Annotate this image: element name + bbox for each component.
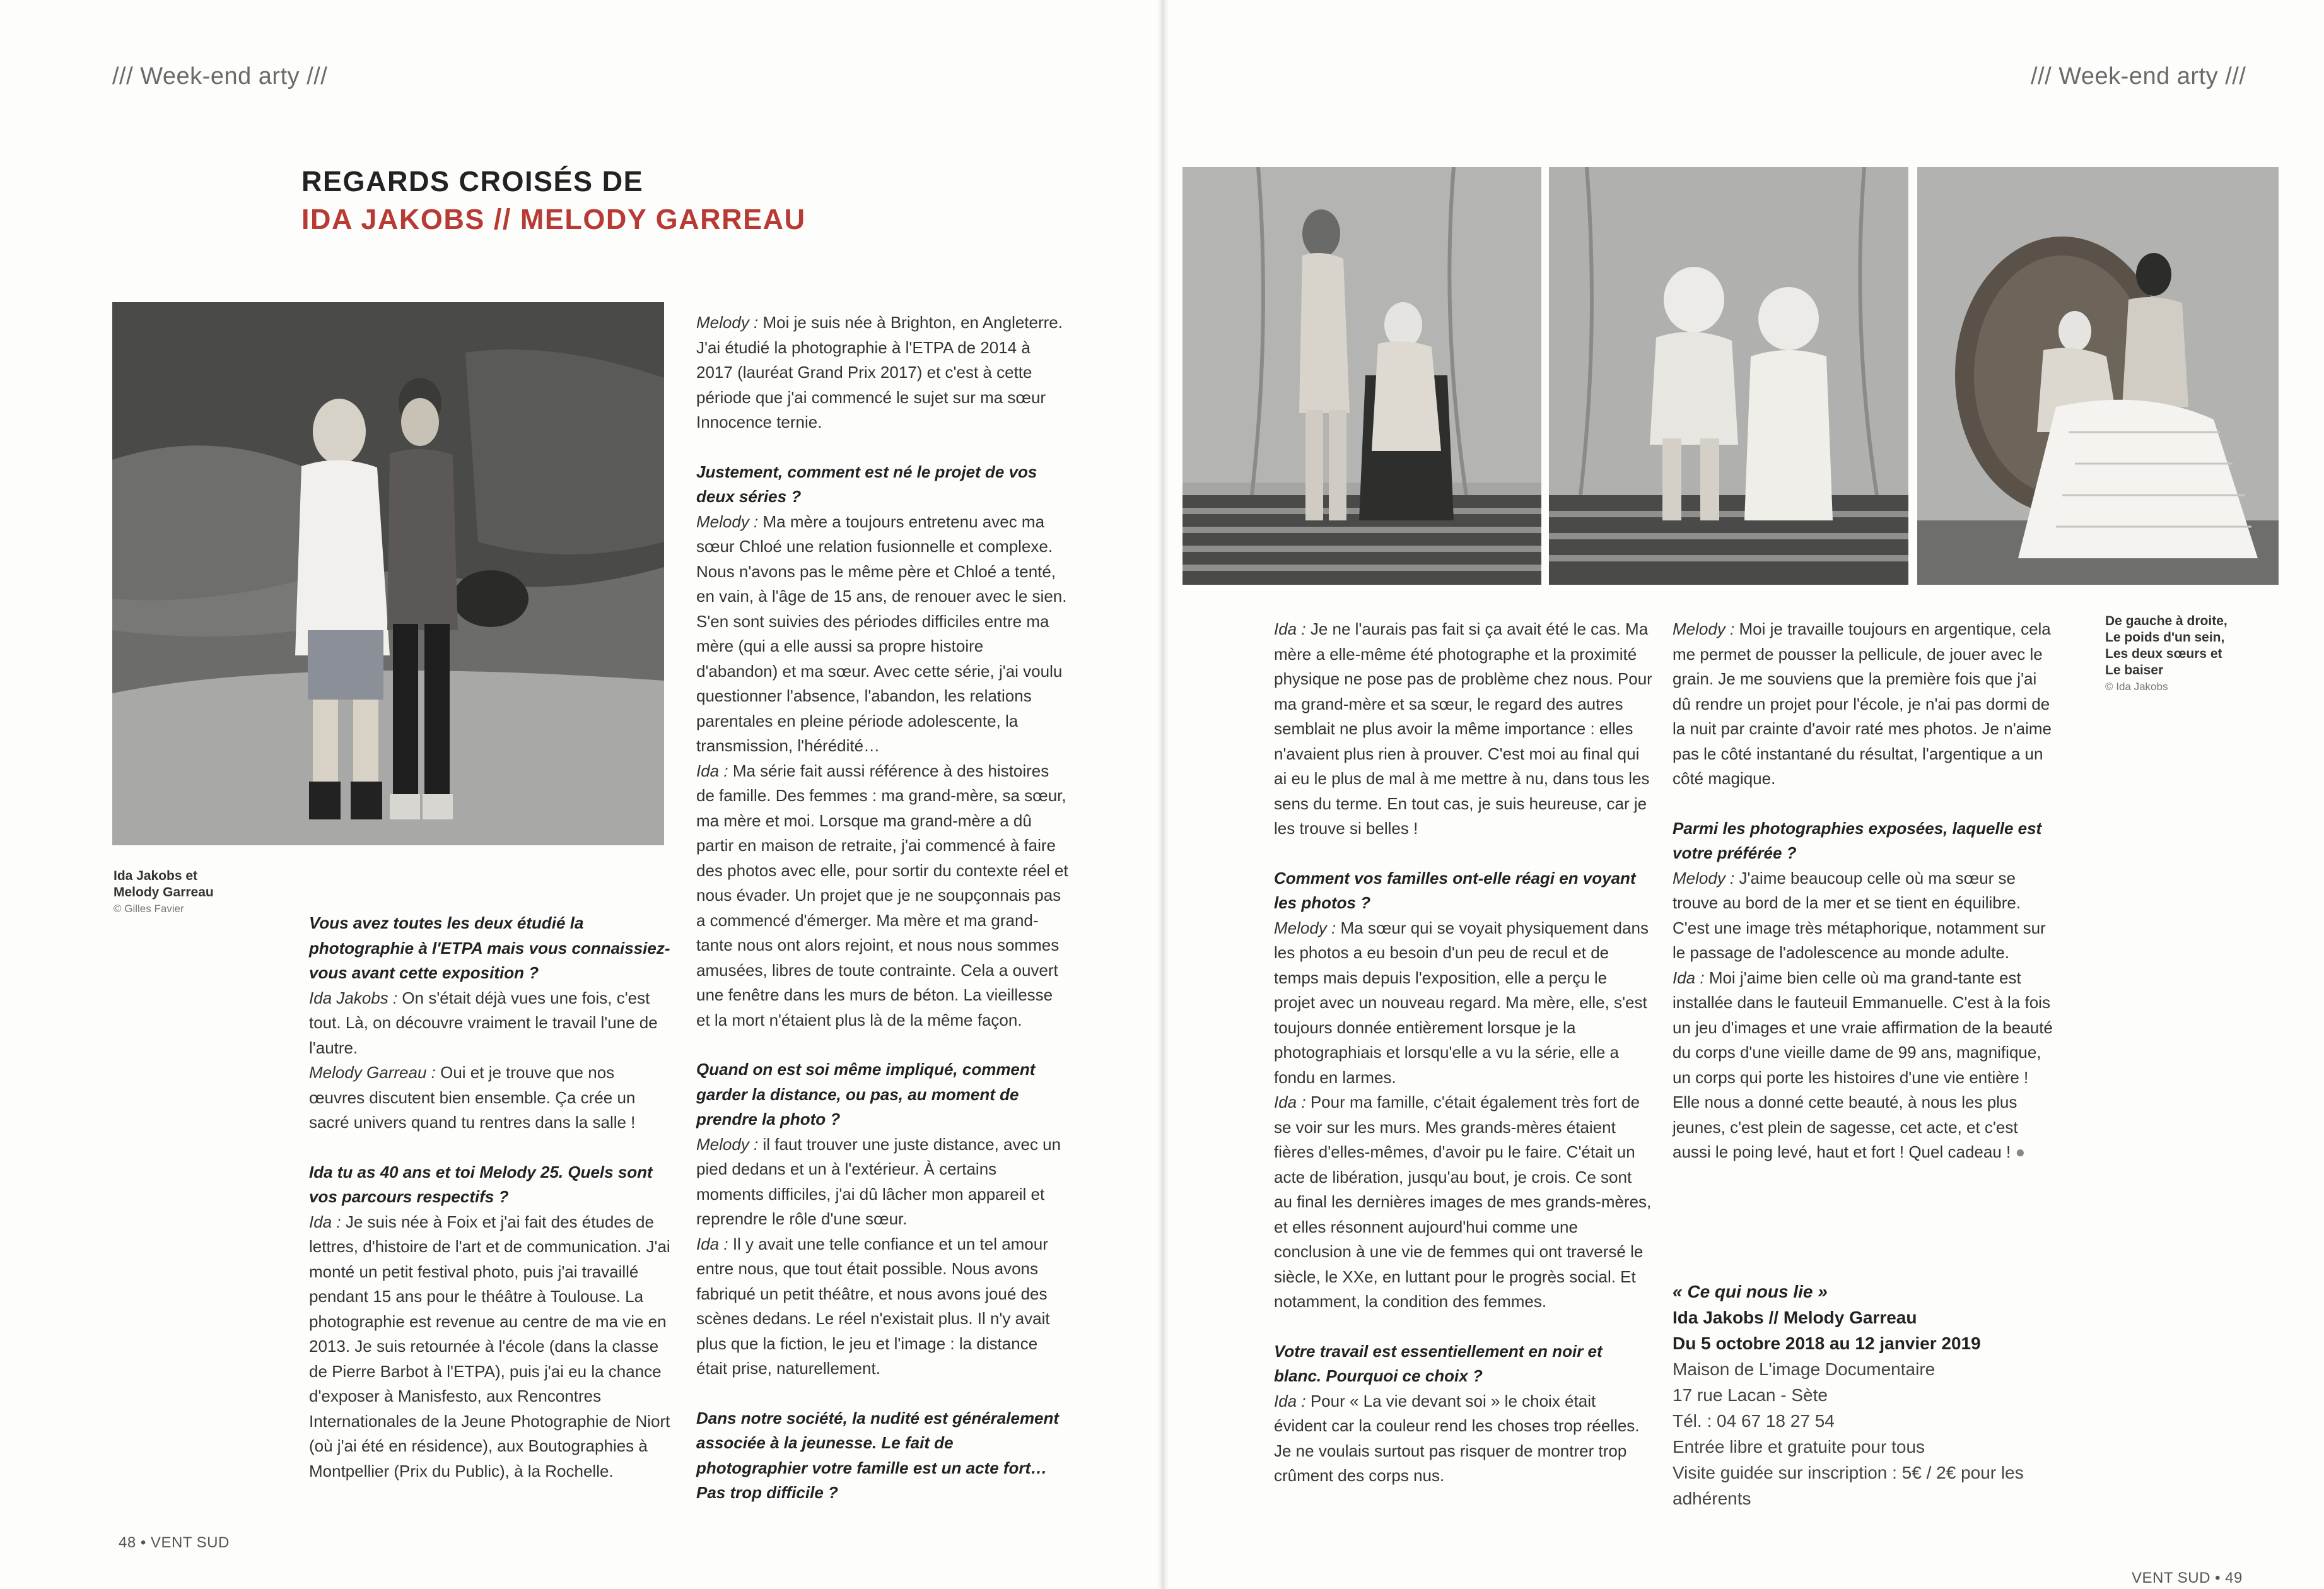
article-column-1 [309,911,674,1484]
speaker-name: Melody : [696,512,759,531]
exhibition-address: 17 rue Lacan - Sète [1673,1385,1828,1405]
photo-le-poids-dun-sein [1182,167,1541,585]
speaker-name: Ida : [1673,968,1705,987]
question: Quand on est soi même impliqué, comment garder la distance, ou pas, au moment de prendre la photo ? [696,1060,1036,1129]
question: Ida tu as 40 ans et toi Melody 25. Quels sont vos parcours respectifs ? [309,1162,653,1206]
page-number-right: VENT SUD • 49 [2132,1569,2243,1586]
answer-text: Je ne l'aurais pas fait si ça avait été le cas. Ma mère a elle-même été photographe et la proximité physique ne pose pas de problème chez nous. Pour ma grand-mère et sa sœur, le regard des autres semblait ne plus avoir la même importance : elles n'avaient plus rien à prouver. C'est moi au final qui ai eu le plus de mal à me mettre à nu, dans tous les sens du terme. En tout cas, je suis heureuse, car je les trouve si belles ! [1274,619,1652,838]
answer-text: Oui et je trouve que nos œuvres discutent bien ensemble. Ça crée un sacré univers quand tu rentres dans la salle ! [309,1063,636,1132]
question: Votre travail est essentiellement en noir et blanc. Pourquoi ce choix ? [1274,1341,1603,1385]
answer-text: Je suis née à Foix et j'ai fait des études de lettres, d'histoire de l'art et de communication. J'ai monté un petit festival photo, puis j'ai travaillé pendant 15 ans pour le théâtre à Toulouse. La photographie est revenue au centre de ma vie en 2013. Je suis retournée à l'école (dans la classe de Pierre Barbot à l'ETPA), puis j'ai eu la chance d'exposer à Manisfesto, aux Rencontres Internationales de la Jeune Photographie de Niort (où j'ai été en résidence), aux Boutographies à Montpellier (Prix du Public), à la Rochelle. [309,1212,670,1481]
answer-text: Pour ma famille, c'était également très fort de se voir sur les murs. Mes grands-mères étaient fières d'elles-mêmes, d'avoir pu le faire. C'était un acte de libération, jusqu'au bout, je crois. Ce sont au final les dernières images de mes grands-mères, et elles résonnent aujourd'hui comme une conclusion à une vie de femmes qui ont traversé le siècle, le XXe, en luttant pour le progrès social. Et notamment, la condition des femmes. [1274,1093,1652,1311]
answer [1274,916,1652,1091]
exhibition-info [1673,1279,2026,1511]
exhibition-title: « Ce qui nous lie » [1673,1282,1828,1301]
speaker-name: Ida : [1274,1391,1306,1410]
article-title [301,163,806,238]
answer-text: Il y avait une telle confiance et un tel amour entre nous, que tout était possible. Nous avons fabriqué un petit théâtre, et nous avons joué des scènes dedans. Le réel n'existait plus. Il n'y avait plus que la fiction, le jeu et l'image : la distance était prise, naturellement. [696,1234,1050,1378]
article-column-2 [696,310,1068,1506]
answer [1673,617,2056,792]
speaker-name: Melody Garreau : [309,1063,436,1082]
photo-2-illustration [1549,167,1908,585]
answer [309,1060,674,1135]
answer [309,986,674,1061]
answer-text: Ma sœur qui se voyait physiquement dans les photos a eu besoin d'un peu de recul et de temps mais depuis l'exposition, elle a perçu le projet avec un nouveau regard. Ma mère, elle, s'est toujours donnée entièrement lorsque je la photographiais et lorsqu'elle a vu la série, elle a fondu en larmes. [1274,918,1649,1087]
answer-text: il faut trouver une juste distance, avec un pied dedans et un à l'extérieur. À certains moments difficiles, j'ai dû lâcher mon appareil et reprendre le rôle d'une sœur. [696,1134,1061,1228]
speaker-name: Melody : [1673,619,1735,638]
answer [696,310,1068,435]
portrait-photo [112,302,664,845]
speaker-name: Melody : [696,313,759,332]
photos-caption-credit: © Ida Jakobs [2105,681,2168,693]
answer-text: Pour « La vie devant soi » le choix était évident car la couleur rend les choses trop réelles. Je ne voulais surtout pas risquer de montrer trop crûment des corps nus. [1274,1391,1640,1485]
speaker-name: Ida : [1274,1093,1306,1111]
question: Vous avez toutes les deux étudié la photographie à l'ETPA mais vous connaissiez-vous avant cette exposition ? [309,913,670,982]
answer [1673,866,2056,966]
article-column-4 [1673,617,2056,1165]
answer-text: Moi j'aime bien celle où ma grand-tante est installée dans le fauteuil Emmanuelle. C'est à la fois un jeu d'images et une vraie affirmation de la beauté du corps d'une vieille dame de 99 ans, magnifique, un corps qui porte les histoires d'une vie entière ! Elle nous a donné cette beauté, à nous les plus jeunes, c'est plein de sagesse, cet acte, et c'est aussi le poing levé, haut et fort ! Quel cadeau ! [1673,968,2053,1161]
speaker-name: Melody : [1274,918,1336,937]
answer-text: Ma mère a toujours entretenu avec ma sœur Chloé une relation fusionnelle et complexe. Nous n'avons pas le même père et Chloé a tenté, en vain, à l'âge de 15 ans, de renouer avec le sien. S'en sont suivies des périodes difficiles entre ma mère (qui a elle aussi sa propre histoire d'abandon) et ma sœur. Avec cette série, j'ai voulu questionner l'absence, l'abandon, les relations parentales en pleine période adolescente, la transmission, l'hérédité… [696,512,1067,755]
answer [309,1210,674,1484]
portrait-photo-illustration [112,302,664,845]
answer [696,1232,1068,1381]
exhibition-phone: Tél. : 04 67 18 27 54 [1673,1411,1835,1431]
question: Dans notre société, la nudité est généralement associée à la jeunesse. Le fait de photographier votre famille est un acte fort…Pas trop difficile ? [696,1408,1060,1502]
answer [696,510,1068,759]
answer-text: J'aime beaucoup celle où ma sœur se trouve au bord de la mer et se tient en équilibre. C'est une image très métaphorique, notamment sur le passage de l'adolescence au monde adulte. [1673,868,2046,962]
speaker-name: Melody : [1673,868,1735,888]
answer [1673,966,2056,1165]
paragraph-spacer [696,1381,1068,1406]
caption-credit: © Gilles Favier [114,903,184,915]
answer [1274,617,1652,841]
paragraph-spacer [696,435,1068,460]
end-mark-icon: ● [2011,1142,2026,1161]
title-line-1: REGARDS CROISÉS DE [301,165,644,197]
paragraph-spacer [696,1033,1068,1057]
question: Parmi les photographies exposées, laquelle est votre préférée ? [1673,818,2042,862]
caption-names-1: Ida Jakobs et [114,869,198,883]
photo-les-deux-soeurs [1549,167,1908,585]
photos-caption-line-3: Les deux sœurs et [2105,647,2222,661]
photos-caption [2105,613,2228,695]
speaker-name: Ida Jakobs : [309,988,398,1007]
rubric-right: /// Week-end arty /// [2031,63,2246,90]
caption-names-2: Melody Garreau [114,885,214,900]
photos-caption-line-2: Le poids d'un sein, [2105,630,2225,645]
answer [696,1132,1068,1232]
speaker-name: Ida : [309,1212,341,1231]
paragraph-spacer [309,1135,674,1160]
exhibition-dates: Du 5 octobre 2018 au 12 janvier 2019 [1673,1334,1981,1353]
photos-caption-line-4: Le baiser [2105,663,2164,677]
question: Comment vos familles ont-elle réagi en voyant les photos ? [1274,868,1636,912]
speaker-name: Ida : [696,761,728,780]
photos-caption-line-1: De gauche à droite, [2105,614,2228,628]
exhibition-artists: Ida Jakobs // Melody Garreau [1673,1308,1917,1327]
page-number-left: 48 • VENT SUD [119,1534,230,1551]
answer-text: Moi je suis née à Brighton, en Angleterre. J'ai étudié la photographie à l'ETPA de 2014 à 2017 (lauréat Grand Prix 2017) et c'est à cette période que j'ai commencé le sujet sur ma sœur Innocence ternie. [696,313,1063,431]
speaker-name: Melody : [696,1134,759,1154]
photo-3-illustration [1917,167,2279,585]
rubric-left: /// Week-end arty /// [112,63,328,90]
speaker-name: Ida : [696,1234,728,1253]
article-column-3 [1274,617,1652,1489]
photo-le-baiser [1917,167,2279,585]
answer [696,759,1068,1033]
answer-text: Moi je travaille toujours en argentique, cela me permet de pousser la pellicule, de jouer avec le grain. Je me souviens que la première fois que j'ai dû rendre un projet pour l'école, je n'ai pas dormi de la nuit par crainte d'avoir raté mes photos. Je n'aime pas le côté instantané du résultat, l'argentique a un côté magique. [1673,619,2052,788]
paragraph-spacer [1673,792,2056,816]
paragraph-spacer [1274,1315,1652,1339]
portrait-caption [114,868,214,917]
answer-text: On s'était déjà vues une fois, c'est tout. Là, on découvre vraiment le travail l'une de l'autre. [309,988,658,1057]
speaker-name: Ida : [1274,619,1306,638]
exhibition-guided-visit: Visite guidée sur inscription : 5€ / 2€ pour les adhérents [1673,1463,2024,1508]
page-gutter [1157,0,1169,1589]
exhibition-venue: Maison de L'image Documentaire [1673,1359,1936,1379]
question: Justement, comment est né le projet de vos deux séries ? [696,462,1037,506]
answer [1274,1090,1652,1315]
answer-text: Ma série fait aussi référence à des histoires de famille. Des femmes : ma grand-mère, sa sœur, ma mère et moi. Lorsque ma grand-mère a dû partir en maison de retraite, j'ai commencé à faire des photos avec elle, pour sortir du contexte réel et nous évader. Un projet que je ne soupçonnais pas a commencé d'émerger. Ma mère et ma grand-tante nous ont alors rejoint, et nous nous sommes amusées, libres de toute contrainte. Cela a ouvert une fenêtre dans les murs de béton. La vieillesse et la mort n'étaient plus là de la même façon. [696,761,1068,1029]
exhibition-entry: Entrée libre et gratuite pour tous [1673,1437,1925,1457]
answer [1274,1389,1652,1489]
photo-1-illustration [1182,167,1541,585]
paragraph-spacer [1274,841,1652,866]
title-line-2: IDA JAKOBS // MELODY GARREAU [301,203,806,235]
